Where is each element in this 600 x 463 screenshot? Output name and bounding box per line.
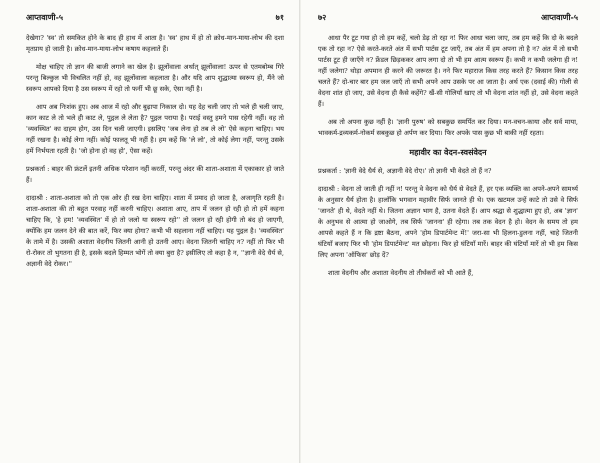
left-page-header: [26, 12, 284, 23]
right-final-line: शाता वेदनीय और अशाता वेदनीय तो तीर्थंकरों को भी आते हैं,: [328, 269, 474, 277]
left-paragraph-2: मोक्ष चाहिए तो ज्ञान की बाजी लगाने का खेल है। झूलोंवाला अर्थात् झूलोंवाला! ऊपर से एतमबोम्ब गिरे परन्तु बिल्कुल भी विचलित नहीं हो, वह झूलोंवाला कहलाता है। और यदि आप शुद्धात्मा स्वरूप हो, मैंने जो स्वरूप आपको दिया है उस स्वरूप में रहो तो फर्नी भी छू सके, ऐसा नहीं है।: [26, 63, 284, 93]
left-paragraph-3: आप अब निःशंक हुए। अब आज में रहो और बुढ़ापा निकाल दो। यह देह चली जाए तो भले ही चली जाए, कान काट ले तो भले ही काट ले, पुद्गल ले लेता है? पुद्गल पराया है। पराई वस्तु हमने पास रहेगी नहीं। वह तो 'व्यवस्थित' का दाहम होग, उस दिन चली जाएगी। इसलिए 'जब लेना हो तब ले लो' ऐसे कहना चाहिए। भय नहीं रखना है। कोई लेगा नहीं। कोई फालतू भी नहीं है। हम कहें कि 'ले लो', तो कोई लेगा नहीं, परन्तु उसके हमें निर्भयता रहती है। 'जो होना हो वह हो', ऐसा कहें।: [26, 103, 284, 155]
left-page-number: ७१: [275, 12, 284, 22]
right-page-number: ७२: [318, 12, 327, 22]
right-paragraph-1: आधा पैर टूट गया हो तो हम कहें, चलो डेढ़ तो रहा न! फिर आधा चला जाए, तब हम कहें कि दो के बदले एक तो रहा न? ऐसे करते-करते अंत में सभी पार्टस टूट जाएँ, तब अंत में हम अपना तो है न? अंत में तो सभी पार्टस टूट ही जाएँगे न? फ्रेंडल छिड़ककर आप लगा दो तो भी हम आत्म स्वरूप हैं। कभी न कभी जलेगा ही न! नहीं जलेगा? थोड़ा अपमान ही करने की जरूरत है। नने फिर महाराज किस तरह करते हैं? किसान किस तरह चलते हैं? दो-चार बार हम जल जाएँ तो सभी अपने आप उसके पर आ जाता है। अर्थ एक (दवाई की) गोली से वेदना शांत हो जाए, उसे वेदना ही कैसे कहेंगे? खैं-सी गोलियाँ खाए तो भी वेदना शांत नहीं हो, उसे वेदना कहते हैं।: [318, 34, 578, 108]
left-paragraph-4: प्रश्नकर्ता : बाहर की फ्रंटलें इतनी अधिक परेशान नहीं करतीं, परन्तु अंदर की शाता-अशाता में एकाकार हो जाते हैं।: [26, 165, 284, 184]
left-paragraph-1: देखेगा? 'स्व' तो समकित होने के बाद ही हाथ में आता है। 'स्व' हाथ में हो तो क्रोध-मान-माया-लोभ की दशा मृतप्राय हो जाती है। क्रोध-मान-माया-लोभ कषाय कहलाते हैं।: [26, 34, 284, 53]
right-running-head: आप्तवाणी-५: [540, 12, 578, 22]
right-answer: दादाश्री : वेदना तो जाती ही नहीं न! परन्तु वे वेदना को धैर्य से वेदते हैं, हर एक व्यक्ति का अपने-अपने सामर्थ्य के अनुसार धैर्य होता है। हालाँकि भगवान महावीर सिर्फ जानते ही थे। एक खटमल उन्हें काटे तो उसे वे सिर्फ 'जानते' ही थे, वेदते नहीं थे। जितना अज्ञान भाग है, उतना वेदते हैं। आप श्रद्धा से शुद्धात्मा हुए हो, अब 'ज्ञान' के अनुभव से आत्मा हो जाओगे, तब सिर्फ 'जानना' ही रहेगा। तब तक वेदन है हो। वेदन के समय तो हम आपसे कहते हैं न कि द्रष्टा बैठना, अपने 'होम डिपार्टमेन्ट में!' जरा-सा भी हिलना-डुलना नहीं, चाहे जितनी घंटियाँ बजाए फिर भी 'होम डिपार्टमेन्ट' मत छोड़ना। फिर हो घंटियाँ मारें। बाहर की घंटियाँ मारें तो भी हम किस लिए अपना 'ऑफिस' छोड़ दें?: [318, 185, 578, 259]
right-question: प्रश्नकर्ता : 'ज्ञानी वेदे धैर्य से, अज्ञानी वेदे रोए।' तो ज्ञानी भी वेदते तो हैं न?: [318, 167, 492, 175]
right-paragraph-2: अब तो अपना कुछ नहीं है। 'ज्ञानी पुरुष' को सबकुछ समर्पित कर दिया। मन-वचन-काया और सर्व माया, भावकर्म-द्रव्यकर्म-नोकर्म सबकुछ हो अर्पण कर दिया। फिर अपके पास कुछ भी बाकी नहीं रहता।: [318, 118, 578, 137]
left-paragraph-5: दादाश्री : शाता-अशाता को तो एक ओर ही रख देना चाहिए। शाता में प्रमाद हो जाता है, अजागृति रहती है। शाता-अशाता की तो बहुत परवाह नहीं करनी चाहिए। अशाता आए, ताप में जलन हो रही हो तो हमें कहना चाहिए कि, 'हे हम! 'व्यवस्थित' में हो तो जलो या स्वरूप रहो'' तो जलन हो रही होगी तो बंद हो जाएगी, क्योंकि हम जलन देने की बात करें, फिर क्या होगा? कभी भी सहलाना नहीं चाहिए। यह पुद्गल है। 'व्यवस्थित' के तामे में है। उसकी अशाता वेदनीय जितनी आनी हो उतनी आए। वेदना जितनी चाहिए न? नहीं तो फिर भी रो-रोकर तो भुगतना ही है, इसके बदले हिम्मत भोगें तो क्या बुरा है? इसीलिए तो कहा है न, ''ज्ञानी वेदे धैर्य से, अज्ञानी वेदे रोकर।'': [26, 194, 284, 268]
right-page-header: [318, 12, 578, 23]
section-heading: महावीर का वेदन-स्वसंवेदन: [409, 147, 487, 157]
left-running-head: आप्तवाणी-५: [26, 12, 64, 22]
right-page: [300, 0, 600, 463]
